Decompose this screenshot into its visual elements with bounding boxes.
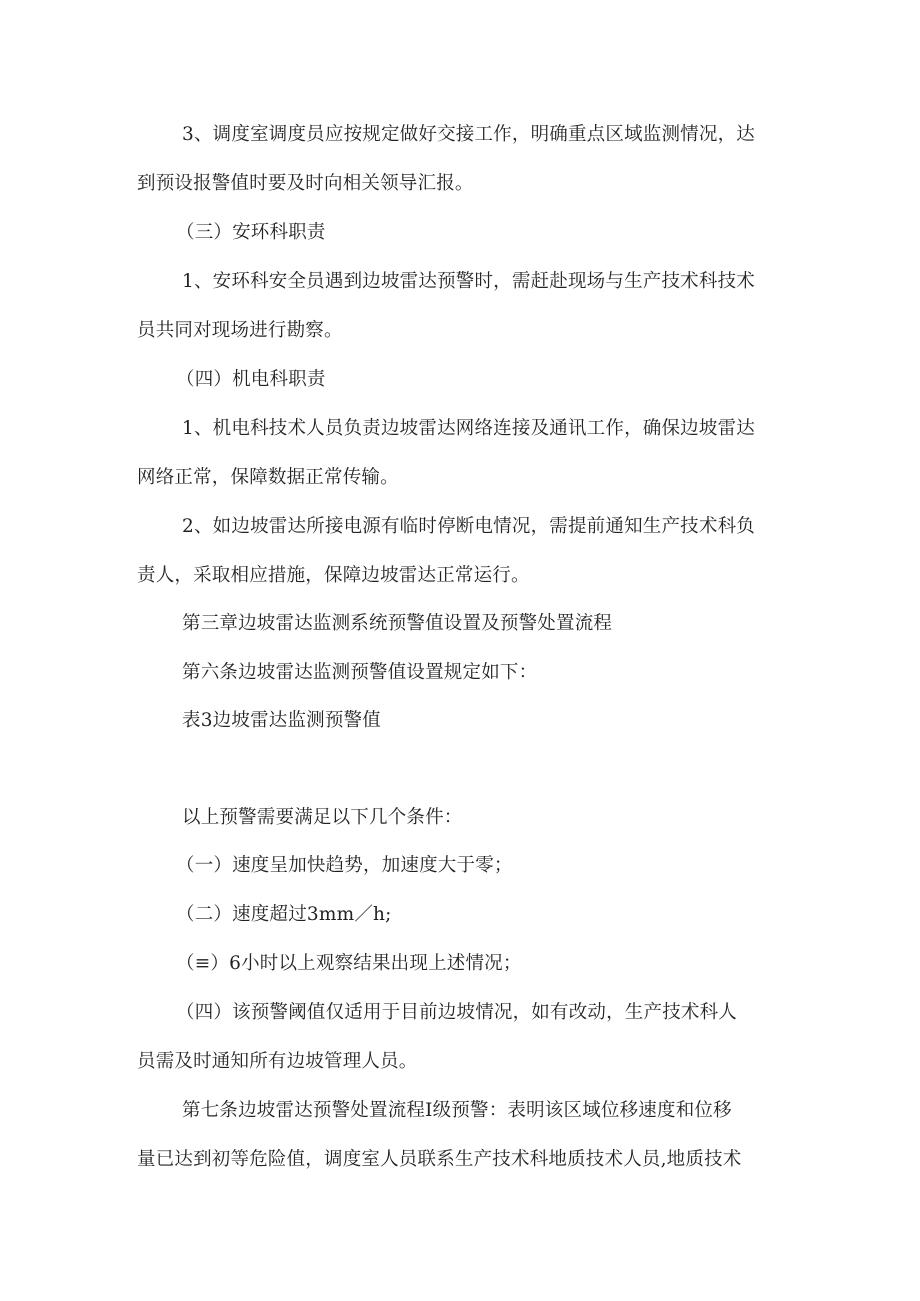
paragraph-line: 网络正常，保障数据正常传输。 bbox=[137, 467, 399, 488]
list-item: （≡）6小时以上观察结果出现上述情况； bbox=[176, 953, 522, 974]
paragraph-line: 员共同对现场进行勘察。 bbox=[137, 320, 343, 341]
paragraph-line: 量已达到初等危险值，调度室人员联系生产技术科地质技术人员,地质技术 bbox=[137, 1149, 742, 1170]
paragraph-line: 1、机电科技术人员负责边坡雷达网络连接及通讯工作，确保边坡雷达 bbox=[182, 418, 755, 439]
paragraph-line: 责人，采取相应措施，保障边坡雷达正常运行。 bbox=[137, 565, 530, 586]
list-item: （四）该预警阈值仅适用于目前边坡情况，如有改动，生产技术科人 bbox=[176, 1002, 738, 1023]
paragraph-line: 2、如边坡雷达所接电源有临时停断电情况，需提前通知生产技术科负 bbox=[182, 516, 755, 537]
list-item: （一）速度呈加快趋势，加速度大于零； bbox=[176, 855, 513, 876]
section-heading: （三）安环科职责 bbox=[176, 222, 326, 243]
table-caption: 表3边坡雷达监测预警值 bbox=[182, 710, 381, 731]
section-heading: （四）机电科职责 bbox=[176, 369, 326, 390]
list-item: （二）速度超过3mm／h; bbox=[176, 904, 392, 925]
paragraph-line: 到预设报警值时要及时向相关领导汇报。 bbox=[137, 173, 474, 194]
article-heading: 第六条边坡雷达监测预警值设置规定如下： bbox=[182, 662, 538, 683]
paragraph-line: 以上预警需要满足以下几个条件： bbox=[182, 807, 463, 828]
paragraph-line: 1、安环科安全员遇到边坡雷达预警时，需赶赴现场与生产技术科技术 bbox=[182, 271, 755, 292]
paragraph-line: 第七条边坡雷达预警处置流程I级预警：表明该区域位移速度和位移 bbox=[182, 1100, 732, 1121]
chapter-heading: 第三章边坡雷达监测系统预警值设置及预警处置流程 bbox=[182, 613, 613, 634]
paragraph-line: 3、调度室调度员应按规定做好交接工作，明确重点区域监测情况，达 bbox=[182, 124, 755, 145]
paragraph-line: 员需及时通知所有边坡管理人员。 bbox=[137, 1051, 418, 1072]
